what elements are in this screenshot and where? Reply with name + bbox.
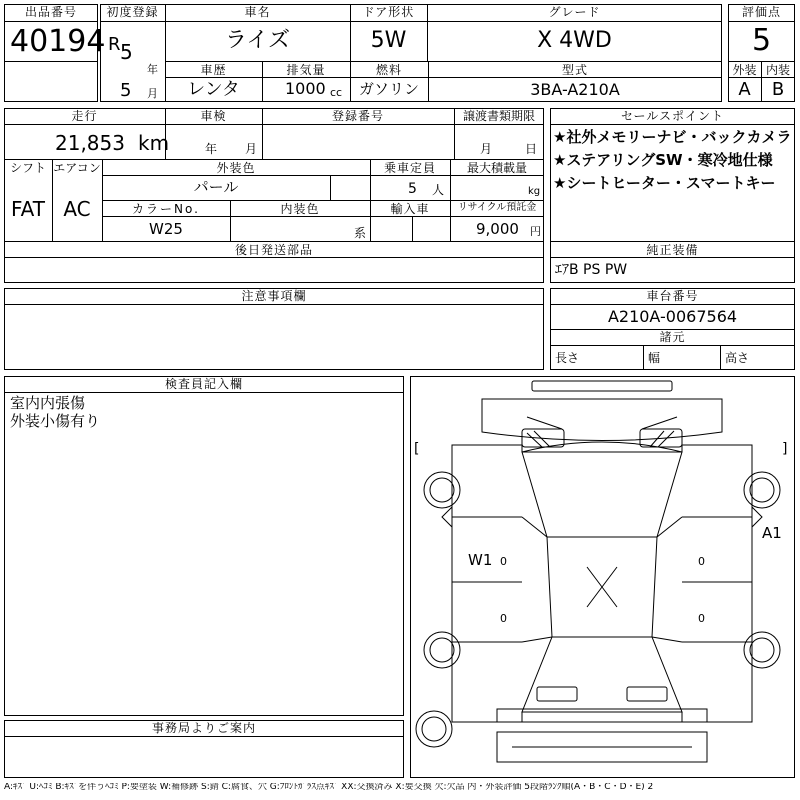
displacement-unit: cc xyxy=(330,86,343,99)
shift: FAT xyxy=(10,197,45,221)
displacement-label: 排気量 xyxy=(286,63,326,77)
wheel-front-right xyxy=(744,472,780,508)
color-no-label: カラーNo. xyxy=(132,202,200,216)
damage-mark-w1: W1 xyxy=(468,551,493,569)
interior-label: 内装 xyxy=(765,63,790,77)
inspection-year-unit: 年 xyxy=(205,142,218,156)
bracket-left: [ xyxy=(414,441,420,457)
mileage: 21,853 xyxy=(55,131,125,155)
door-label: ドア形状 xyxy=(362,5,415,19)
year-unit: 年 xyxy=(147,63,158,76)
capacity-label: 乗車定員 xyxy=(383,161,436,175)
office-label: 事務局よりご案内 xyxy=(151,721,256,735)
history: レンタ xyxy=(187,79,240,100)
fuel: ガソリン xyxy=(358,80,419,98)
later-parts-label: 後日発送部品 xyxy=(234,243,313,257)
recycle-amount: 9,000 xyxy=(476,220,519,238)
inspection-month-unit: 月 xyxy=(245,142,258,156)
zero-mark-2: 0 xyxy=(500,612,507,625)
era-letter: R xyxy=(108,34,121,55)
hood xyxy=(482,399,722,441)
damage-mark-a1: A1 xyxy=(762,524,782,542)
chassis-label: 車台番号 xyxy=(646,289,699,303)
reg-year: 5 xyxy=(120,40,133,64)
sales-point-3: ★シートヒーター・スマートキー xyxy=(553,174,776,192)
interior-color-suffix: 系 xyxy=(354,226,367,240)
right-doors xyxy=(682,517,752,642)
mileage-unit: km xyxy=(138,131,170,155)
shift-label: シフト xyxy=(9,161,46,175)
transfer-month-unit: 月 xyxy=(480,142,493,156)
color-no: W25 xyxy=(149,220,183,238)
reg-number-label: 登録番号 xyxy=(331,109,384,123)
load-unit: kg xyxy=(528,186,541,197)
inspection-label: 車検 xyxy=(200,109,227,123)
score-label: 評価点 xyxy=(741,5,781,19)
model-code-label: 型式 xyxy=(561,63,588,77)
car-diagram xyxy=(412,377,793,775)
mileage-label: 走行 xyxy=(71,109,98,123)
inspector-label: 検査員記入欄 xyxy=(164,377,243,391)
front-bumper xyxy=(532,381,672,391)
transfer-day-unit: 日 xyxy=(525,142,538,156)
import-label: 輸入車 xyxy=(390,202,430,216)
rear-bumper xyxy=(497,709,707,722)
door-type: 5W xyxy=(370,28,407,53)
grade: X 4WD xyxy=(537,28,612,53)
inspector-note-2: 外装小傷有り xyxy=(10,412,101,430)
wheel-rear-right xyxy=(744,632,780,668)
dims-label: 諸元 xyxy=(659,330,686,344)
wheel-rear-left xyxy=(424,632,460,668)
score: 5 xyxy=(751,23,772,58)
load-label: 最大積載量 xyxy=(466,161,527,175)
capacity: 5 xyxy=(408,181,417,197)
first-reg-label: 初度登録 xyxy=(106,5,159,19)
spare-wheel xyxy=(416,711,452,747)
equipment-label: 純正装備 xyxy=(646,243,699,257)
ac: AC xyxy=(63,197,91,221)
model-code: 3BA-A210A xyxy=(530,80,620,99)
lot-number: 40194 xyxy=(10,24,106,59)
notes-label: 注意事項欄 xyxy=(241,289,307,303)
grade-label: グレード xyxy=(548,5,601,19)
cabin-outline xyxy=(522,442,682,537)
interior-grade: B xyxy=(771,79,785,100)
fuel-label: 燃料 xyxy=(375,63,402,77)
zero-mark-1: 0 xyxy=(500,555,507,568)
exterior-color: パール xyxy=(193,178,239,196)
inspector-note-1: 室内内張傷 xyxy=(10,394,86,412)
body-outline xyxy=(452,445,752,722)
exterior-grade: A xyxy=(738,79,751,100)
equipment-value: ｴｱB PS PW xyxy=(555,262,628,278)
color-label: 外装色 xyxy=(216,161,256,175)
lot-number-label: 出品番号 xyxy=(24,5,77,19)
width-label: 幅 xyxy=(648,351,661,365)
car-name-label: 車名 xyxy=(244,5,271,19)
height-label: 高さ xyxy=(725,351,750,365)
length-label: 長さ xyxy=(555,351,580,365)
sales-points-label: セールスポイント xyxy=(621,109,724,123)
ac-label: エアコン xyxy=(53,161,101,175)
sales-point-1: ★社外メモリーナビ・バックカメラ xyxy=(553,128,792,146)
chassis-number: A210A-0067564 xyxy=(607,307,738,326)
capacity-unit: 人 xyxy=(432,183,445,197)
reg-month: 5 xyxy=(120,80,132,101)
zero-mark-4: 0 xyxy=(698,612,705,625)
car-name: ライズ xyxy=(224,28,291,53)
exterior-label: 外装 xyxy=(732,63,757,77)
wheel-front-left xyxy=(424,472,460,508)
legend: A:ｷｽﾞ U:ﾍｺﾐ B:ｷｽﾞを伴うﾍｺﾐ P:要塗装 W:補修跡 S:錆 C:腐食、穴 G:ﾌﾛﾝﾄｶﾞﾗｽ点ｷｽﾞ XX:交換済み X:要交換 欠:欠品 内・外装評価 5段階ﾗﾝｸ順(A・B・C・D・E) 2 xyxy=(4,783,654,792)
zero-mark-3: 0 xyxy=(698,555,705,568)
recycle-unit: 円 xyxy=(530,225,541,238)
month-unit: 月 xyxy=(147,87,158,100)
history-label: 車歴 xyxy=(200,63,227,77)
interior-color-label: 内装色 xyxy=(280,202,320,216)
left-doors xyxy=(452,517,522,642)
displacement: 1000 xyxy=(285,79,326,98)
transfer-deadline-label: 譲渡書類期限 xyxy=(462,109,535,123)
recycle-label: リサイクル預託金 xyxy=(457,202,537,213)
sales-point-2: ★ステアリングSW・寒冷地仕様 xyxy=(553,151,773,169)
bracket-right: ] xyxy=(782,441,788,457)
